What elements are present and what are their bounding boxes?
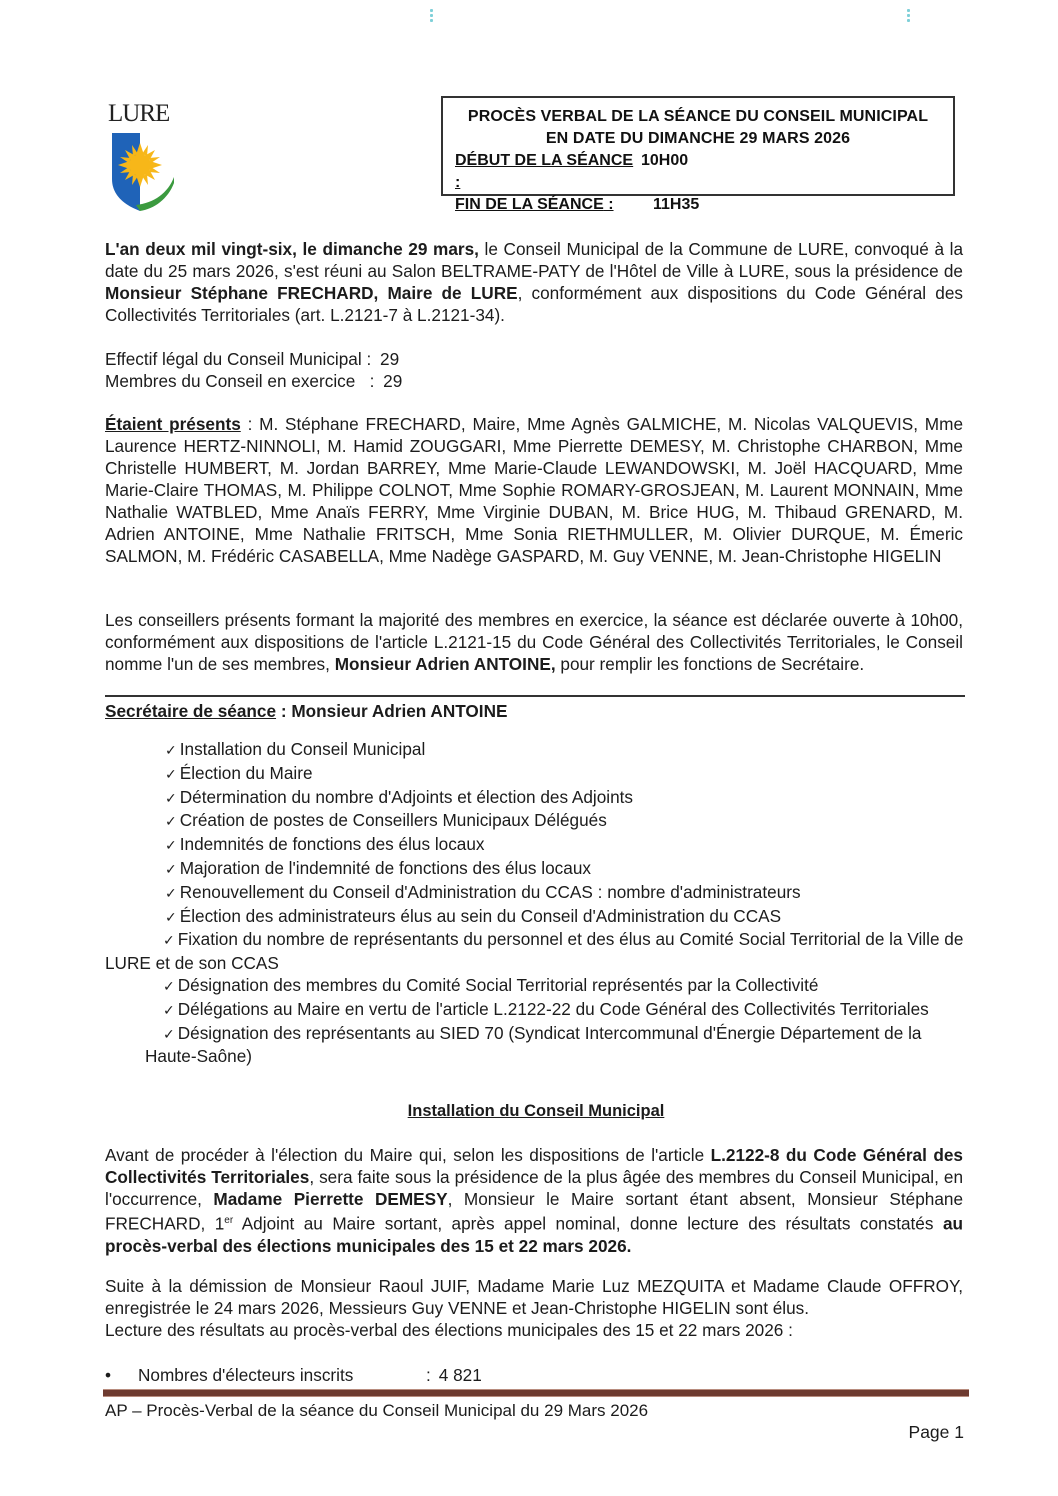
section-divider bbox=[105, 695, 965, 697]
members-count-label: Membres du Conseil en exercice : bbox=[105, 371, 375, 391]
check-icon: ✓ bbox=[163, 978, 175, 995]
session-end-row: FIN DE LA SÉANCE : 11H35 bbox=[455, 194, 953, 216]
resignation-paragraph: Suite à la démission de Monsieur Raoul JUIF, Madame Marie Luz MEZQUITA et Madame Claude OFFROY, enregistrée le 24 mars 2026, Messieurs Guy VENNE et Jean-Christophe HIGELIN sont élus. bbox=[105, 1276, 963, 1318]
scan-artifact bbox=[907, 8, 911, 22]
scan-artifact bbox=[430, 8, 434, 22]
session-end-value: 11H35 bbox=[653, 196, 700, 213]
check-icon: ✓ bbox=[165, 814, 177, 831]
intro-paragraph: L'an deux mil vingt-six, le dimanche 29 mars, le Conseil Municipal de la Commune de LURE, convoqué à la date du 25 mars 2026, s'est réuni au Salon BELTRAME-PATY de l'Hôtel de Ville à LURE, sous la présidence de Monsieur Stéphane FRECHARD, Maire de LURE, conformément aux dispositions du Code Général des Collectivités Territoriales (art. L.2121-7 à L.2121-34). bbox=[105, 239, 964, 325]
agenda-item: ✓ Indemnités de fonctions des élus locaux bbox=[165, 834, 485, 855]
agenda-item: ✓ Majoration de l'indemnité de fonctions des élus locaux bbox=[165, 857, 591, 878]
agenda-item: ✓ Élection des administrateurs élus au sein du Conseil d'Administration du CCAS bbox=[165, 905, 782, 926]
agenda-item: ✓ Détermination du nombre d'Adjoints et élection des Adjoints bbox=[165, 786, 634, 807]
check-icon: ✓ bbox=[163, 1002, 175, 1019]
coat-of-arms-sun-icon bbox=[110, 133, 176, 211]
session-start-label: DÉBUT DE LA SÉANCE bbox=[455, 152, 634, 169]
legal-count-label: Effectif légal du Conseil Municipal : bbox=[105, 349, 372, 369]
check-icon: ✓ bbox=[163, 933, 175, 950]
quorum-paragraph: Les conseillers présents formant la majorité des membres en exercice, la séance est déclarée ouverte à 10h00, conformément aux dispositions de l'article L.2121-15 du Code Général des Collectivités Territoriales, le Conseil nomme l'un de ses membres, Monsieur Adrien ANTOINE, pour remplir les fonctions de Secrétaire. bbox=[105, 610, 963, 674]
check-icon: ✓ bbox=[165, 790, 177, 807]
bullet-icon: • bbox=[105, 1365, 112, 1385]
legal-count-value: 29 bbox=[380, 349, 400, 369]
footer-text: AP – Procès-Verbal de la séance du Conseil Municipal du 29 Mars 2026 bbox=[105, 1401, 649, 1420]
reading-line: Lecture des résultats au procès-verbal des élections municipales des 15 et 22 mars 2026 : bbox=[105, 1320, 793, 1340]
agenda-item: ✓ Fixation du nombre de représentants du personnel et des élus au Comité Social Territorial de la Ville de LURE et de son CCAS bbox=[105, 929, 964, 974]
footer-divider bbox=[103, 1389, 969, 1397]
result-sep: : bbox=[426, 1365, 431, 1385]
header-title-line2: EN DATE DU DIMANCHE 29 MARS 2026 bbox=[545, 130, 851, 147]
session-start-row: DÉBUT DE LA SÉANCE : 10H00 bbox=[455, 150, 953, 194]
secretary-row bbox=[105, 700, 507, 722]
check-icon: ✓ bbox=[163, 1026, 175, 1043]
secretary-label: Secrétaire de séance bbox=[105, 701, 277, 721]
header-title bbox=[443, 106, 953, 150]
header-box bbox=[441, 96, 955, 213]
page-number: Page 1 bbox=[908, 1422, 964, 1442]
result-value: 4 821 bbox=[438, 1365, 482, 1385]
session-start-value: 10H00 bbox=[641, 152, 689, 169]
secretary-value: : Monsieur Adrien ANTOINE bbox=[276, 701, 508, 721]
section-title-installation: Installation du Conseil Municipal bbox=[407, 1102, 665, 1120]
agenda-list bbox=[105, 739, 965, 1068]
city-logo bbox=[108, 101, 180, 211]
check-icon: ✓ bbox=[165, 743, 177, 759]
logo-text: LURE bbox=[108, 100, 170, 127]
check-icon: ✓ bbox=[165, 909, 177, 926]
result-label: Nombres d'électeurs inscrits bbox=[138, 1365, 354, 1385]
legal-count-row bbox=[105, 348, 399, 370]
result-row bbox=[105, 1364, 482, 1386]
agenda-item: ✓ Création de postes de Conseillers Municipaux Délégués bbox=[165, 810, 607, 831]
check-icon: ✓ bbox=[165, 861, 177, 878]
agenda-item: ✓ Élection du Maire bbox=[165, 762, 313, 783]
present-label: Étaient présents bbox=[105, 414, 241, 434]
header-title-line1: PROCÈS VERBAL DE LA SÉANCE DU CONSEIL MUNICIPAL bbox=[467, 108, 929, 125]
present-members-paragraph: Étaient présents : M. Stéphane FRECHARD, Maire, Mme Agnès GALMICHE, M. Nicolas VALQUEVIS, Mme Laurence HERTZ-NINNOLI, M. Hamid ZOUGGARI, Mme Pierrette DEMESY, M. Christophe CHARBON, Mme Christelle HUMBERT, M. Jordan BARREY, Mme Marie-Claude LEWANDOWSKI, M. Joël HACQUARD, Mme Marie-Claire THOMAS, M. Philippe COLNOT, Mme Sophie ROMARY-GROSJEAN, M. Laurent MONNAIN, Mme Nathalie WATBLED, Mme Anaïs FERRY, Mme Virginie DUBAN, M. Brice HUG, M. Thibaud GRENARD, M. Adrien ANTOINE, Mme Nathalie FRITSCH, Mme Sonia RIETHMULLER, M. Olivier DURQUE, M. Émeric SALMON, M. Frédéric CASABELLA, Mme Nadège GASPARD, M. Guy VENNE, M. Jean-Christophe HIGELIN bbox=[105, 414, 963, 566]
check-icon: ✓ bbox=[165, 766, 177, 783]
agenda-item: ✓ Délégations au Maire en vertu de l'article L.2122-22 du Code Général des Collectivités Territoriales bbox=[163, 998, 929, 1019]
agenda-item: ✓ Désignation des représentants au SIED 70 (Syndicat Intercommunal d'Énergie Département de la Haute-Saône) bbox=[145, 1022, 922, 1067]
agenda-item: ✓ Désignation des membres du Comité Social Territorial représentés par la Collectivité bbox=[163, 974, 819, 995]
present-names: M. Stéphane FRECHARD, Maire, Mme Agnès GALMICHE, M. Nicolas VALQUEVIS, Mme Laurence HERTZ-NINNOLI, M. Hamid ZOUGGARI, Mme Pierrette DEMESY, M. Christophe CHARBON, Mme Christelle HUMBERT, M. Jordan BARREY, Mme Marie-Claude LEWANDOWSKI, M. Joël HACQUARD, Mme Marie-Claire THOMAS, M. Philippe COLNOT, Mme Sophie ROMARY-GROSJEAN, M. Laurent MONNAIN, Mme Nathalie WATBLED, Mme Anaïs FERRY, Mme Virginie DUBAN, M. Brice HUG, M. Thibaud GRENARD, M. Adrien ANTOINE, Mme Nathalie FRITSCH, Mme Sonia RIETHMULLER, M. Olivier DURQUE, M. Émeric SALMON, M. Frédéric CASABELLA, Mme Nadège GASPARD, M. Guy VENNE, M. Jean-Christophe HIGELIN bbox=[105, 414, 963, 566]
agenda-item: ✓ Installation du Conseil Municipal bbox=[165, 739, 426, 759]
check-icon: ✓ bbox=[165, 885, 177, 902]
members-count-row bbox=[105, 370, 402, 392]
check-icon: ✓ bbox=[165, 838, 177, 855]
members-count-value: 29 bbox=[383, 371, 403, 391]
session-end-label: FIN DE LA SÉANCE bbox=[455, 196, 604, 213]
installation-paragraph: Avant de procéder à l'élection du Maire qui, selon les dispositions de l'article L.2122-8 du Code Général des Collectivités Territoriales, sera faite sous la présidence de la plus âgée des membres du Conseil Municipal, en l'occurrence, Madame Pierrette DEMESY, Monsieur le Maire sortant étant absent, Monsieur Stéphane FRECHARD, 1er Adjoint au Maire sortant, après appel nominal, donne lecture des résultats constatés au procès-verbal des élections municipales des 15 et 22 mars 2026. bbox=[105, 1145, 963, 1256]
agenda-item: ✓ Renouvellement du Conseil d'Administration du CCAS : nombre d'administrateurs bbox=[165, 881, 801, 902]
